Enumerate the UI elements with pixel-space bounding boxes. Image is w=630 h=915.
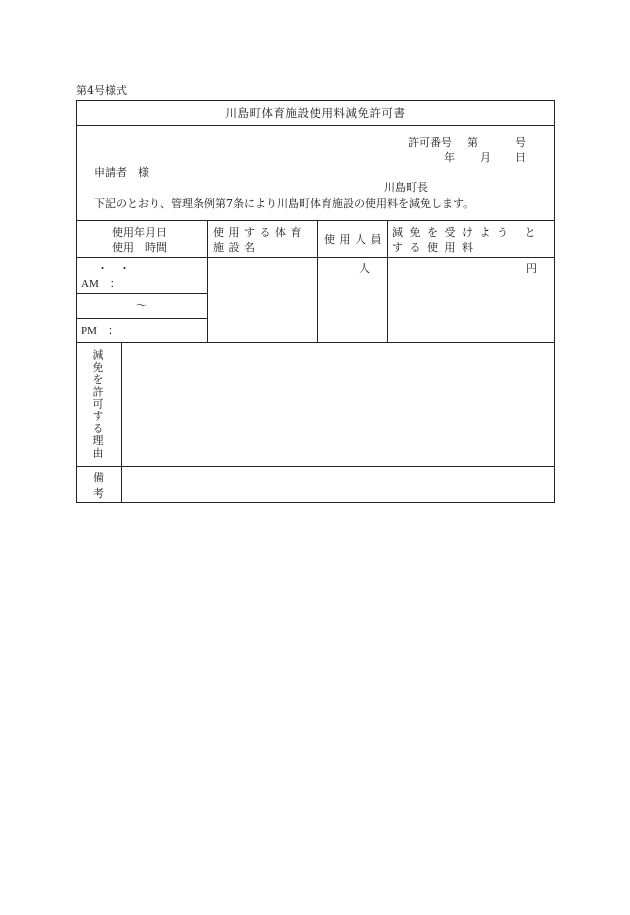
col-divider-1	[207, 220, 208, 342]
permit-number-go: 号	[515, 136, 526, 149]
form-title: 川島町体育施設使用料減免許可書	[225, 106, 406, 120]
permit-number-dai: 第	[467, 136, 478, 149]
date-month: 月	[480, 151, 491, 164]
header-datetime-line2: 使用 時間	[112, 241, 167, 254]
pm-divider	[76, 318, 207, 319]
form-number: 第4号様式	[76, 84, 127, 97]
header-facility-line1: 使用する体育	[213, 226, 306, 239]
date-day: 日	[515, 151, 526, 164]
title-divider	[76, 125, 555, 126]
am-divider	[76, 293, 207, 294]
label-col-divider	[121, 342, 122, 503]
header-datetime-line1: 使用年月日	[112, 226, 167, 239]
applicant-line: 申請者 様	[94, 166, 149, 179]
remarks-char-2: 考	[93, 487, 104, 500]
header-people: 使用人員	[324, 233, 386, 246]
col-divider-3	[387, 220, 388, 342]
header-fee-line1: 減免を受けよう と	[392, 226, 542, 239]
date-dots: ・ ・	[97, 262, 130, 275]
data-row-divider	[76, 342, 555, 343]
header-row-divider	[76, 257, 555, 258]
reason-label: 減免を許可する理由	[91, 349, 104, 459]
col-divider-2	[317, 220, 318, 342]
permit-number-label: 許可番号	[408, 136, 452, 149]
remarks-char-1: 備	[93, 471, 104, 484]
people-unit: 人	[359, 262, 370, 275]
reason-divider	[76, 466, 555, 467]
statement-divider	[76, 220, 555, 221]
header-facility-line2: 施設名	[213, 241, 260, 254]
date-year: 年	[444, 151, 455, 164]
pm-label: PM ：	[81, 325, 119, 337]
am-label: AM ：	[81, 278, 121, 290]
time-range-tilde: ～	[136, 299, 147, 312]
issuer: 川島町長	[384, 181, 428, 194]
statement-text: 下記のとおり、管理条例第7条により川島町体育施設の使用料を減免します。	[94, 197, 475, 210]
fee-unit: 円	[526, 262, 537, 275]
header-fee-line2: する使用料	[392, 241, 480, 254]
